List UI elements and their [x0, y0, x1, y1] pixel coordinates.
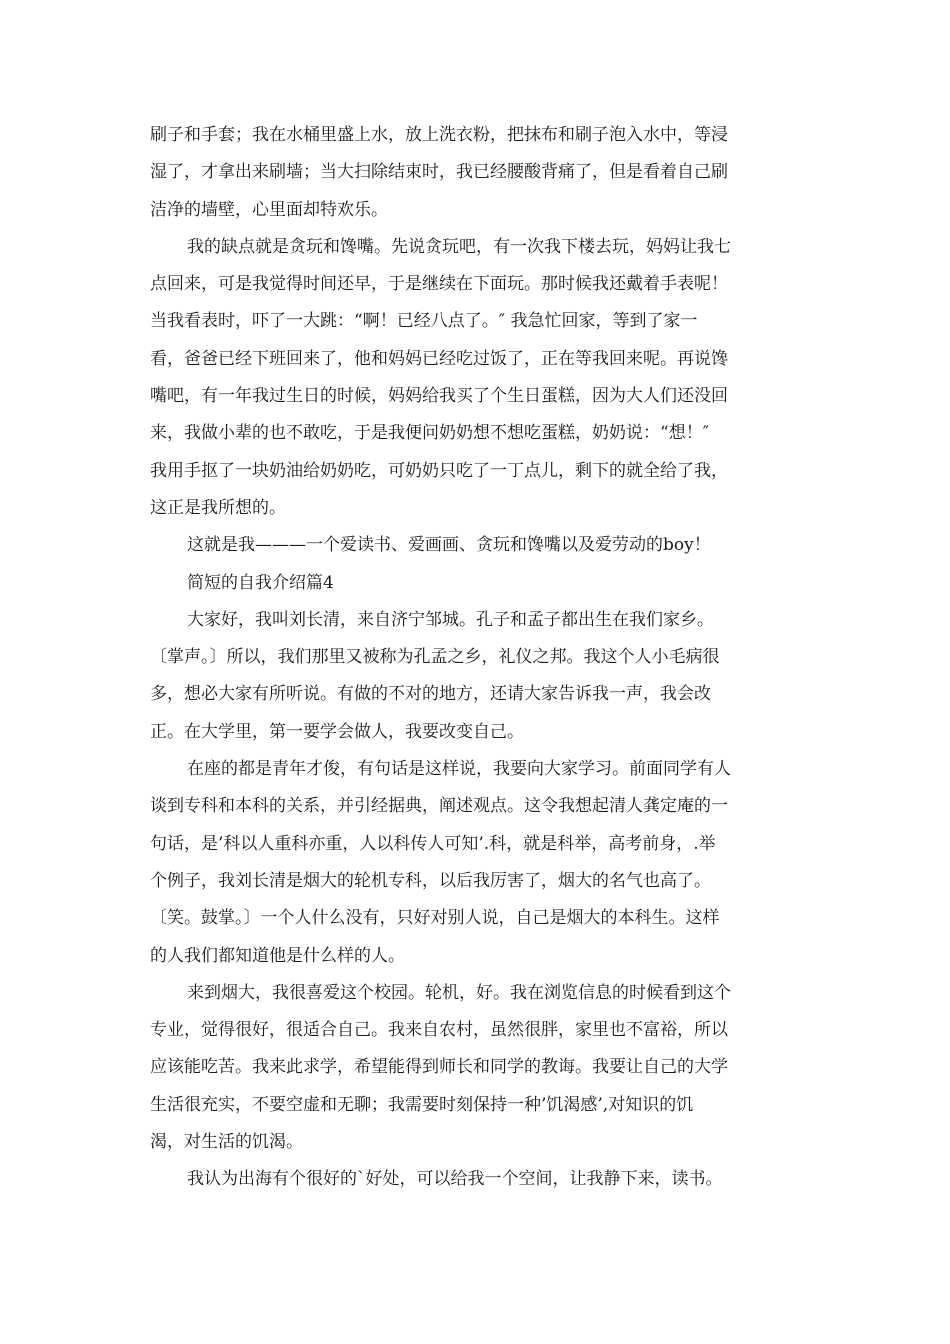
text-line: 当我看表时，吓了一大跳：“啊！已经八点了。″ 我急忙回家，等到了家一 [150, 311, 698, 332]
text-line: 〔掌声。〕所以，我们那里又被称为孔孟之乡，礼仪之邦。我这个人小毛病很 [150, 647, 720, 668]
text-line: 嘴吧，有一年我过生日的时候，妈妈给我买了个生日蛋糕，因为大人们还没回 [150, 386, 728, 407]
text-line: 我的缺点就是贪玩和馋嘴。先说贪玩吧，有一次我下楼去玩，妈妈让我七 [187, 236, 731, 257]
text-line: 正。在大学里，第一要学会做人，我要改变自己。 [150, 721, 524, 742]
text-line: 来到烟大，我很喜爱这个校园。轮机，好。我在浏览信息的时候看到这个 [187, 982, 731, 1003]
text-line: 在座的都是青年才俊，有句话是这样说，我要向大家学习。前面同学有人 [187, 759, 731, 780]
text-line: 个例子，我刘长清是烟大的轮机专科，以后我厉害了，烟大的名气也高了。 [150, 870, 711, 891]
text-line: 来，我做小辈的也不敢吃，于是我便问奶奶想不想吃蛋糕，奶奶说：“想！″ [150, 423, 710, 444]
text-line: 看，爸爸已经下班回来了，他和妈妈已经吃过饭了，正在等我回来呢。再说馋 [150, 348, 728, 369]
text-line: 渴，对生活的饥渴。 [150, 1132, 303, 1153]
text-line: 〔笑。鼓掌。〕一个人什么没有，只好对别人说，自己是烟大的本科生。这样 [150, 908, 720, 929]
text-line: 多，想必大家有所听说。有做的不对的地方，还请大家告诉我一声，我会改 [150, 684, 711, 705]
text-line: 简短的自我介绍篇4 [187, 572, 334, 593]
text-line: 点回来，可是我觉得时间还早，于是继续在下面玩。那时候我还戴着手表呢！ [150, 274, 728, 295]
text-line: 湿了，才拿出来刷墙；当大扫除结束时，我已经腰酸背痛了，但是看着自己刷 [150, 162, 728, 183]
text-line: 的人我们都知道他是什么样的人。 [150, 945, 405, 966]
text-line: 我用手抠了一块奶油给奶奶吃，可奶奶只吃了一丁点儿，剩下的就全给了我， [150, 460, 728, 481]
text-line: 应该能吃苦。我来此求学，希望能得到师长和同学的教诲。我要让自己的大学 [150, 1057, 728, 1078]
text-line: 生活很充实，不要空虚和无聊；我需要时刻保持一种’饥渴感’,对知识的饥 [150, 1094, 694, 1115]
text-line: 专业，觉得很好，很适合自己。我来自农村，虽然很胖，家里也不富裕，所以 [150, 1020, 728, 1041]
text-line: 大家好，我叫刘长清，来自济宁邹城。孔子和孟子都出生在我们家乡。 [187, 609, 714, 630]
text-line: 洁净的墙壁，心里面却特欢乐。 [150, 199, 388, 220]
text-line: 这就是我———一个爱读书、爱画画、贪玩和馋嘴以及爱劳动的boy！ [187, 535, 711, 556]
text-line: 句话，是’科以人重科亦重，人以科传人可知’.科，就是科举，高考前身，.举 [150, 833, 716, 854]
text-line: 这正是我所想的。 [150, 497, 286, 518]
text-line: 刷子和手套；我在水桶里盛上水，放上洗衣粉，把抹布和刷子泡入水中，等浸 [150, 125, 728, 145]
text-line: 我认为出海有个很好的`好处，可以给我一个空间，让我静下来，读书。 [187, 1169, 723, 1190]
text-line: 谈到专科和本科的关系，并引经据典，阐述观点。这令我想起清人龚定庵的一 [150, 796, 728, 817]
document-body [150, 117, 810, 1199]
